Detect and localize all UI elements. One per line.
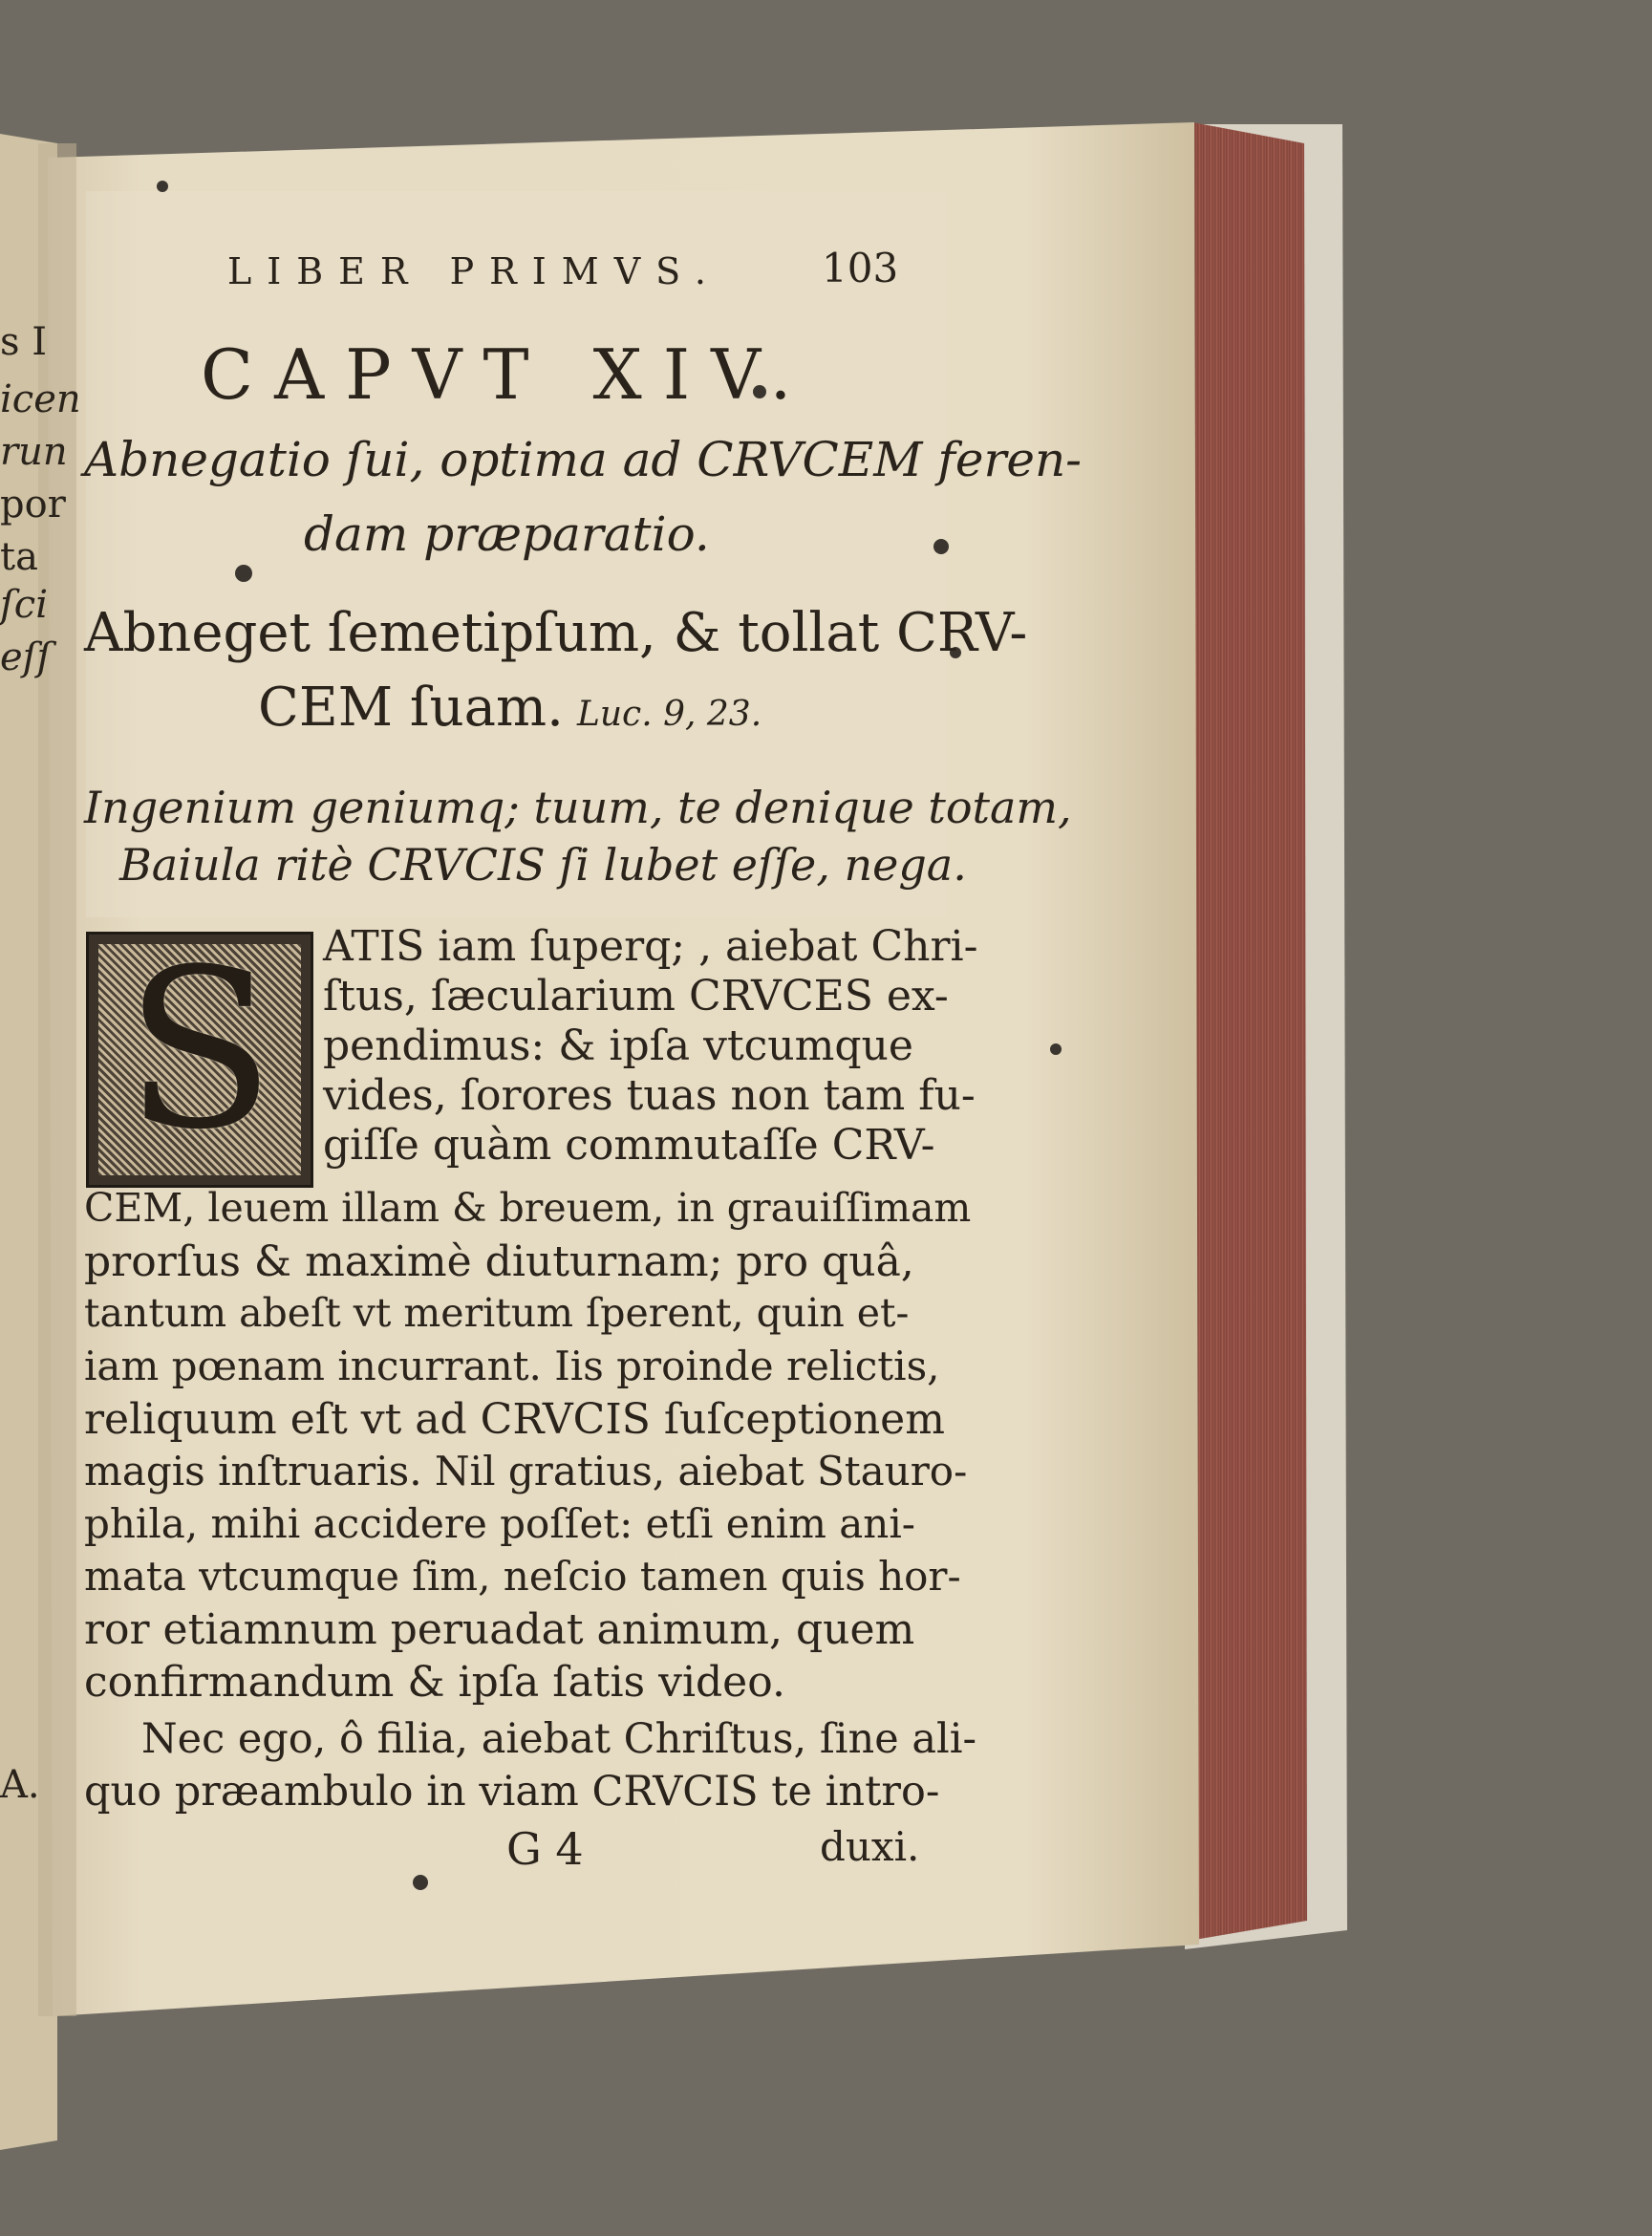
- left-fragment: run: [0, 430, 68, 474]
- catchword: duxi.: [820, 1823, 920, 1870]
- gutter-shadow: [38, 143, 76, 2016]
- chapter-title: CAPVT XIV.: [201, 334, 813, 415]
- left-fragment: por: [0, 483, 66, 527]
- body-line: vides, ſorores tuas non tam fu-: [323, 1071, 976, 1120]
- running-head: LIBER PRIMVS.: [227, 250, 721, 292]
- woodcut-initial: [86, 923, 313, 1188]
- body-line: iam pœnam incurrant. Iis proinde relictis,: [84, 1343, 940, 1389]
- body-line: magis inſtruaris. Nil gratius, aiebat Stauro-: [84, 1448, 968, 1494]
- signature-mark: G 4: [506, 1823, 584, 1875]
- body-line: CEM, leuem illam & breuem, in grauiſſimam: [84, 1185, 972, 1231]
- body-line: tantum abeſt vt meritum ſperent, quin et-: [84, 1290, 910, 1336]
- body-line: ATIS iam ſuperq; , aiebat Chri-: [323, 922, 978, 971]
- verse-reference: Luc. 9, 23.: [576, 695, 762, 734]
- subtitle-line: Abnegatio ſui, optima ad CRVCEM feren-: [84, 432, 1083, 487]
- body-line: phila, mihi accidere poſſet: etſi enim ani-: [84, 1500, 915, 1547]
- body-line: ror etiamnum peruadat animum, quem: [84, 1605, 915, 1654]
- body-line: giſſe quàm commutaſſe CRV-: [323, 1121, 935, 1170]
- body-line: reliquum eſt vt ad CRVCIS ſuſceptionem: [84, 1395, 945, 1444]
- left-fragment: eſſ: [0, 635, 52, 679]
- page-edges: [1192, 122, 1307, 1940]
- verse-line-2: [258, 677, 762, 739]
- left-fragment: s I: [0, 320, 48, 364]
- verse-line: Abneget ſemetipſum, & tollat CRV-: [84, 602, 1028, 664]
- subtitle-line: dam præparatio.: [304, 506, 710, 562]
- body-line: confirmandum & ipſa ſatis video.: [84, 1658, 785, 1707]
- left-fragment: ſci: [0, 583, 48, 627]
- body-line: Nec ego, ô filia, aiebat Chriſtus, ſine ali-: [141, 1715, 977, 1763]
- motto-line: Ingenium geniumq; tuum, te denique totam,: [84, 782, 1072, 833]
- body-line: prorſus & maximè diuturnam; pro quâ,: [84, 1237, 914, 1286]
- body-line: ſtus, ſæcularium CRVCES ex-: [323, 972, 949, 1021]
- left-fragment: icen: [0, 377, 81, 421]
- verse-text: CEM ſuam.: [258, 677, 564, 739]
- left-fragment: A.: [0, 1763, 40, 1807]
- body-line: quo præambulo in viam CRVCIS te intro-: [84, 1768, 940, 1816]
- motto-line: Baiula ritè CRVCIS ſi lubet eſſe, nega.: [119, 839, 967, 891]
- page-number: 103: [822, 245, 899, 291]
- left-fragment: ta: [0, 535, 38, 579]
- body-line: pendimus: & ipſa vtcumque: [323, 1021, 913, 1070]
- initial-letter: S: [124, 923, 275, 1178]
- body-line: mata vtcumque ſim, neſcio tamen quis hor-: [84, 1553, 961, 1600]
